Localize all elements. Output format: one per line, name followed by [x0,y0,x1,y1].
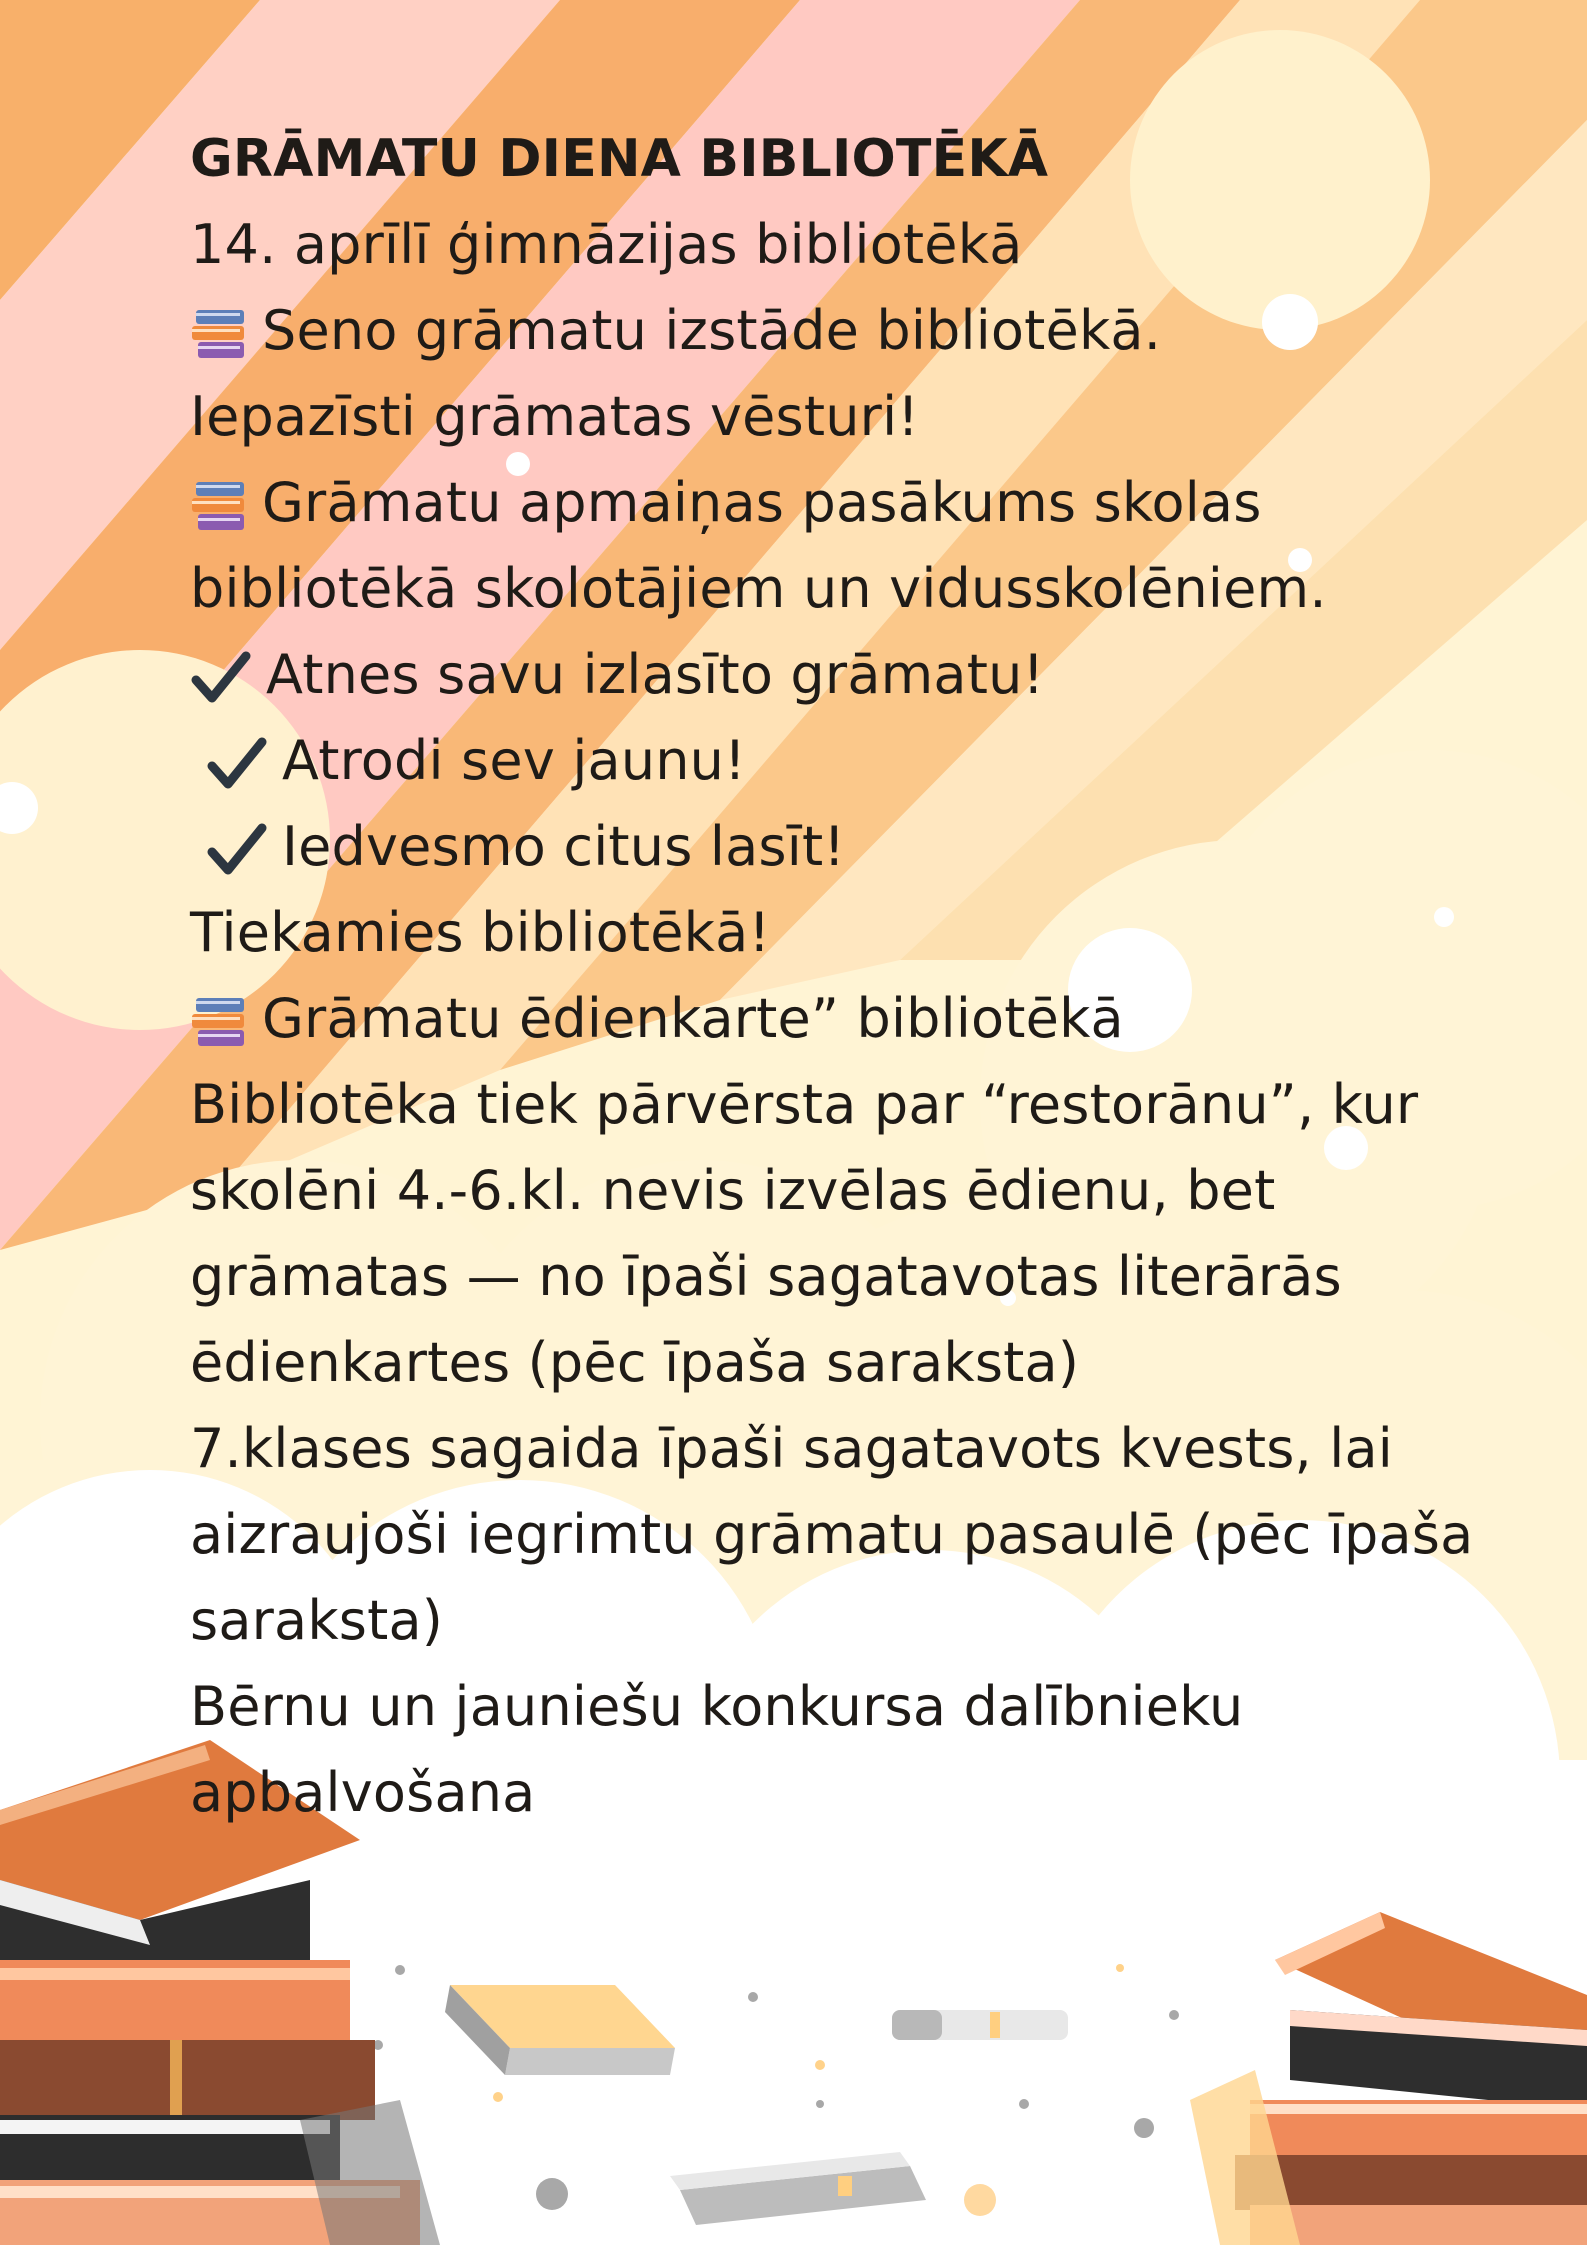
books-icon [190,306,248,362]
poster-line [190,1664,1570,1750]
poster-lines [190,202,1570,1836]
poster-line [190,1234,1570,1320]
poster-line [190,1492,1570,1578]
check-icon [206,822,268,878]
poster-title: GRĀMATU DIENA BIBLIOTĒKĀ [190,129,1049,189]
poster-line-text: Bērnu un jauniešu konkursa dalībnieku [190,1675,1244,1738]
poster-line [190,1148,1570,1234]
poster-line-text: skolēni 4.-6.kl. nevis izvēlas ēdienu, bet [190,1159,1276,1222]
poster-line [190,202,1570,288]
poster-line [190,804,1570,890]
poster-text-block [190,116,1570,1836]
poster-line [190,718,1570,804]
poster-line [190,460,1570,546]
poster-line-text: Atrodi sev jaunu! [282,729,746,792]
books-icon [190,478,248,534]
poster-line-text: Tiekamies bibliotēkā! [190,901,771,964]
poster-line [190,546,1570,632]
poster-line [190,890,1570,976]
poster-line-text: Iedvesmo citus lasīt! [282,815,846,878]
poster-line-text: aizraujoši iegrimtu grāmatu pasaulē (pēc īpaša [190,1503,1474,1566]
poster-line-text: 14. aprīlī ģimnāzijas bibliotēkā [190,213,1023,276]
check-icon [206,736,268,792]
poster-line-text: Atnes savu izlasīto grāmatu! [266,643,1045,706]
poster-line-text: Bibliotēka tiek pārvērsta par “restorānu”, kur [190,1073,1419,1136]
check-icon [190,650,252,706]
poster-line-text: saraksta) [190,1589,444,1652]
poster-line-text: Grāmatu apmaiņas pasākums skolas [262,471,1262,534]
poster-line [190,1578,1570,1664]
poster-line [190,1320,1570,1406]
poster-line [190,976,1570,1062]
poster-line-text: 7.klases sagaida īpaši sagatavots kvests, lai [190,1417,1393,1480]
poster-line-text: apbalvošana [190,1761,536,1824]
books-icon [190,994,248,1050]
poster-line [190,374,1570,460]
poster-line [190,1750,1570,1836]
poster-line [190,1406,1570,1492]
poster-line-text: ēdienkartes (pēc īpaša saraksta) [190,1331,1080,1394]
poster-line-text: Grāmatu ēdienkarte” bibliotēkā [262,987,1124,1050]
poster-line-text: Seno grāmatu izstāde bibliotēkā. [262,299,1162,362]
poster-line [190,288,1570,374]
poster-line-text: bibliotēkā skolotājiem un vidusskolēniem. [190,557,1327,620]
poster-line-text: Iepazīsti grāmatas vēsturi! [190,385,920,448]
floating-book-top [892,2010,1068,2040]
poster-line [190,632,1570,718]
poster-line [190,1062,1570,1148]
poster-line-text: grāmatas — no īpaši sagatavotas literārās [190,1245,1342,1308]
